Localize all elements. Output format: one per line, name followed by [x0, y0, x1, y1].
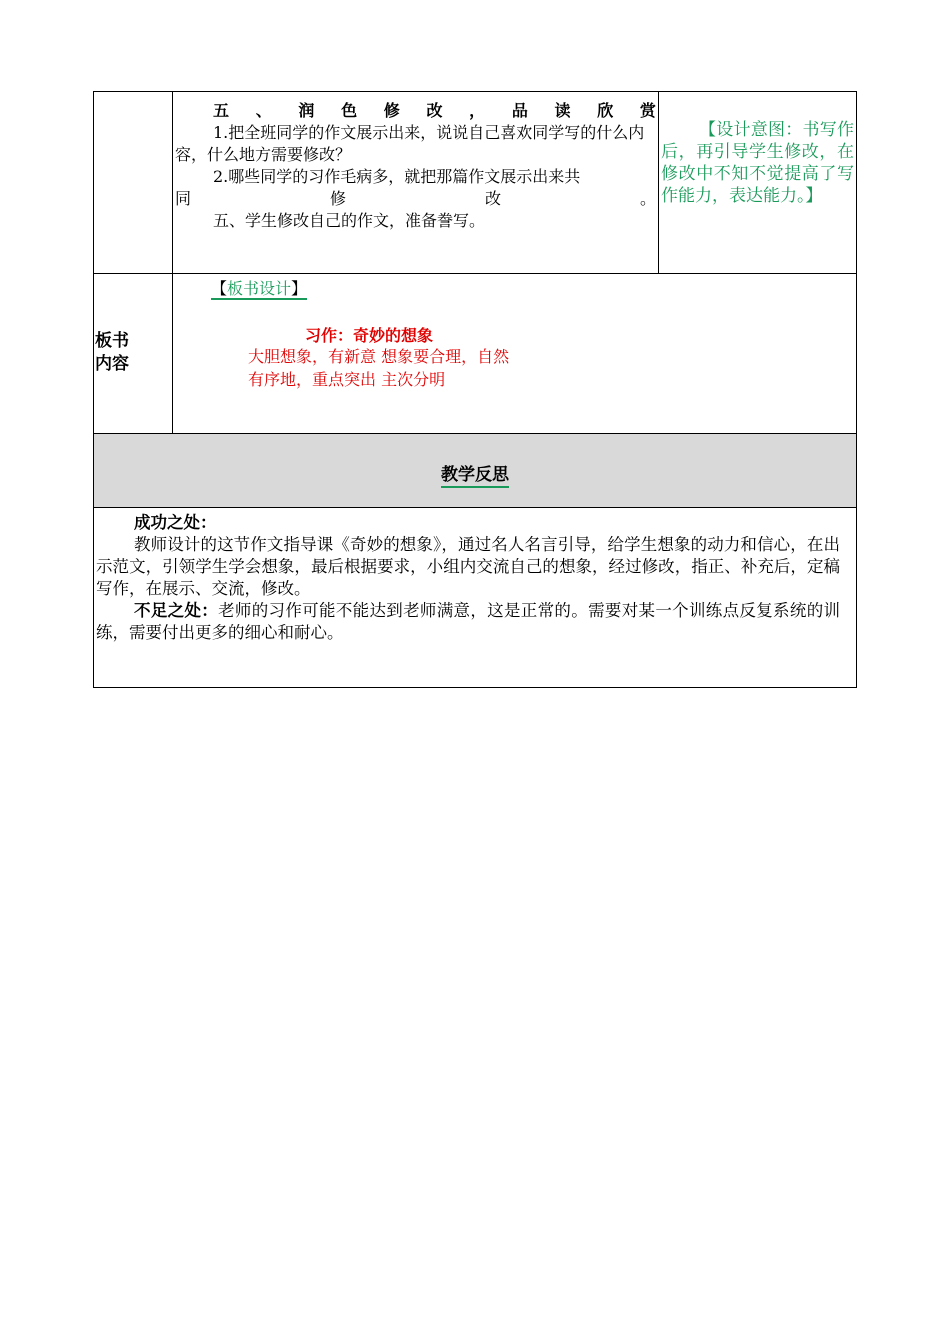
row1-content-cell — [173, 92, 659, 274]
board-label-line2: 内容 — [95, 354, 129, 374]
success-text: 教师设计的这节作文指导课《奇妙的想象》，通过名人名言引导，给学生想象的动力和信心，在出示范文，引领学生学会想象，最后根据要求，小组内交流自己的想象，经过修改，指正、补充后，定稿写作，在展示、交流，修改。 — [96, 535, 840, 598]
section-heading: 五 、 润 色 修 改 ， 品 读 欣 赏 — [213, 101, 656, 120]
board-label-cell — [94, 274, 173, 434]
step-item-3: 五、学生修改自己的作文，准备誊写。 — [213, 211, 486, 230]
row1-label-cell — [94, 92, 173, 274]
success-label: 成功之处： — [134, 513, 217, 532]
shortfall-text: 老师的习作可能不能达到老师满意，这是正常的。需要对某一个训练点反复系统的训练，需要付出更多的细心和耐心。 — [96, 601, 841, 642]
board-label-line1: 板书 — [95, 331, 129, 351]
lesson-table — [93, 91, 857, 688]
design-intent-text: 【设计意图：书写作后，再引导学生修改，在修改中不知不觉提高了写作能力，表达能力。】 — [661, 120, 854, 206]
design-intent-cell — [659, 92, 856, 274]
step-item-2-continued: 同 修 改 。 — [175, 189, 656, 208]
board-line-1: 大胆想象，有新意 想象要合理，自然 — [248, 347, 510, 366]
reflection-content-cell — [94, 508, 856, 687]
shortfall-label: 不足之处： — [134, 601, 219, 620]
board-content-cell — [173, 274, 856, 434]
board-design-title: 【板书设计】 — [211, 279, 308, 298]
board-line-2: 有序地，重点突出 主次分明 — [248, 370, 446, 389]
board-heading: 习作：奇妙的想象 — [305, 326, 434, 345]
reflection-header-row — [94, 434, 856, 508]
step-item-2: 2.哪些同学的习作毛病多，就把那篇作文展示出来共 — [213, 167, 581, 186]
step-item-1: 1.把全班同学的作文展示出来，说说自己喜欢同学写的什么内容，什么地方需要修改？ — [175, 123, 645, 164]
reflection-title: 教学反思 — [94, 460, 856, 485]
